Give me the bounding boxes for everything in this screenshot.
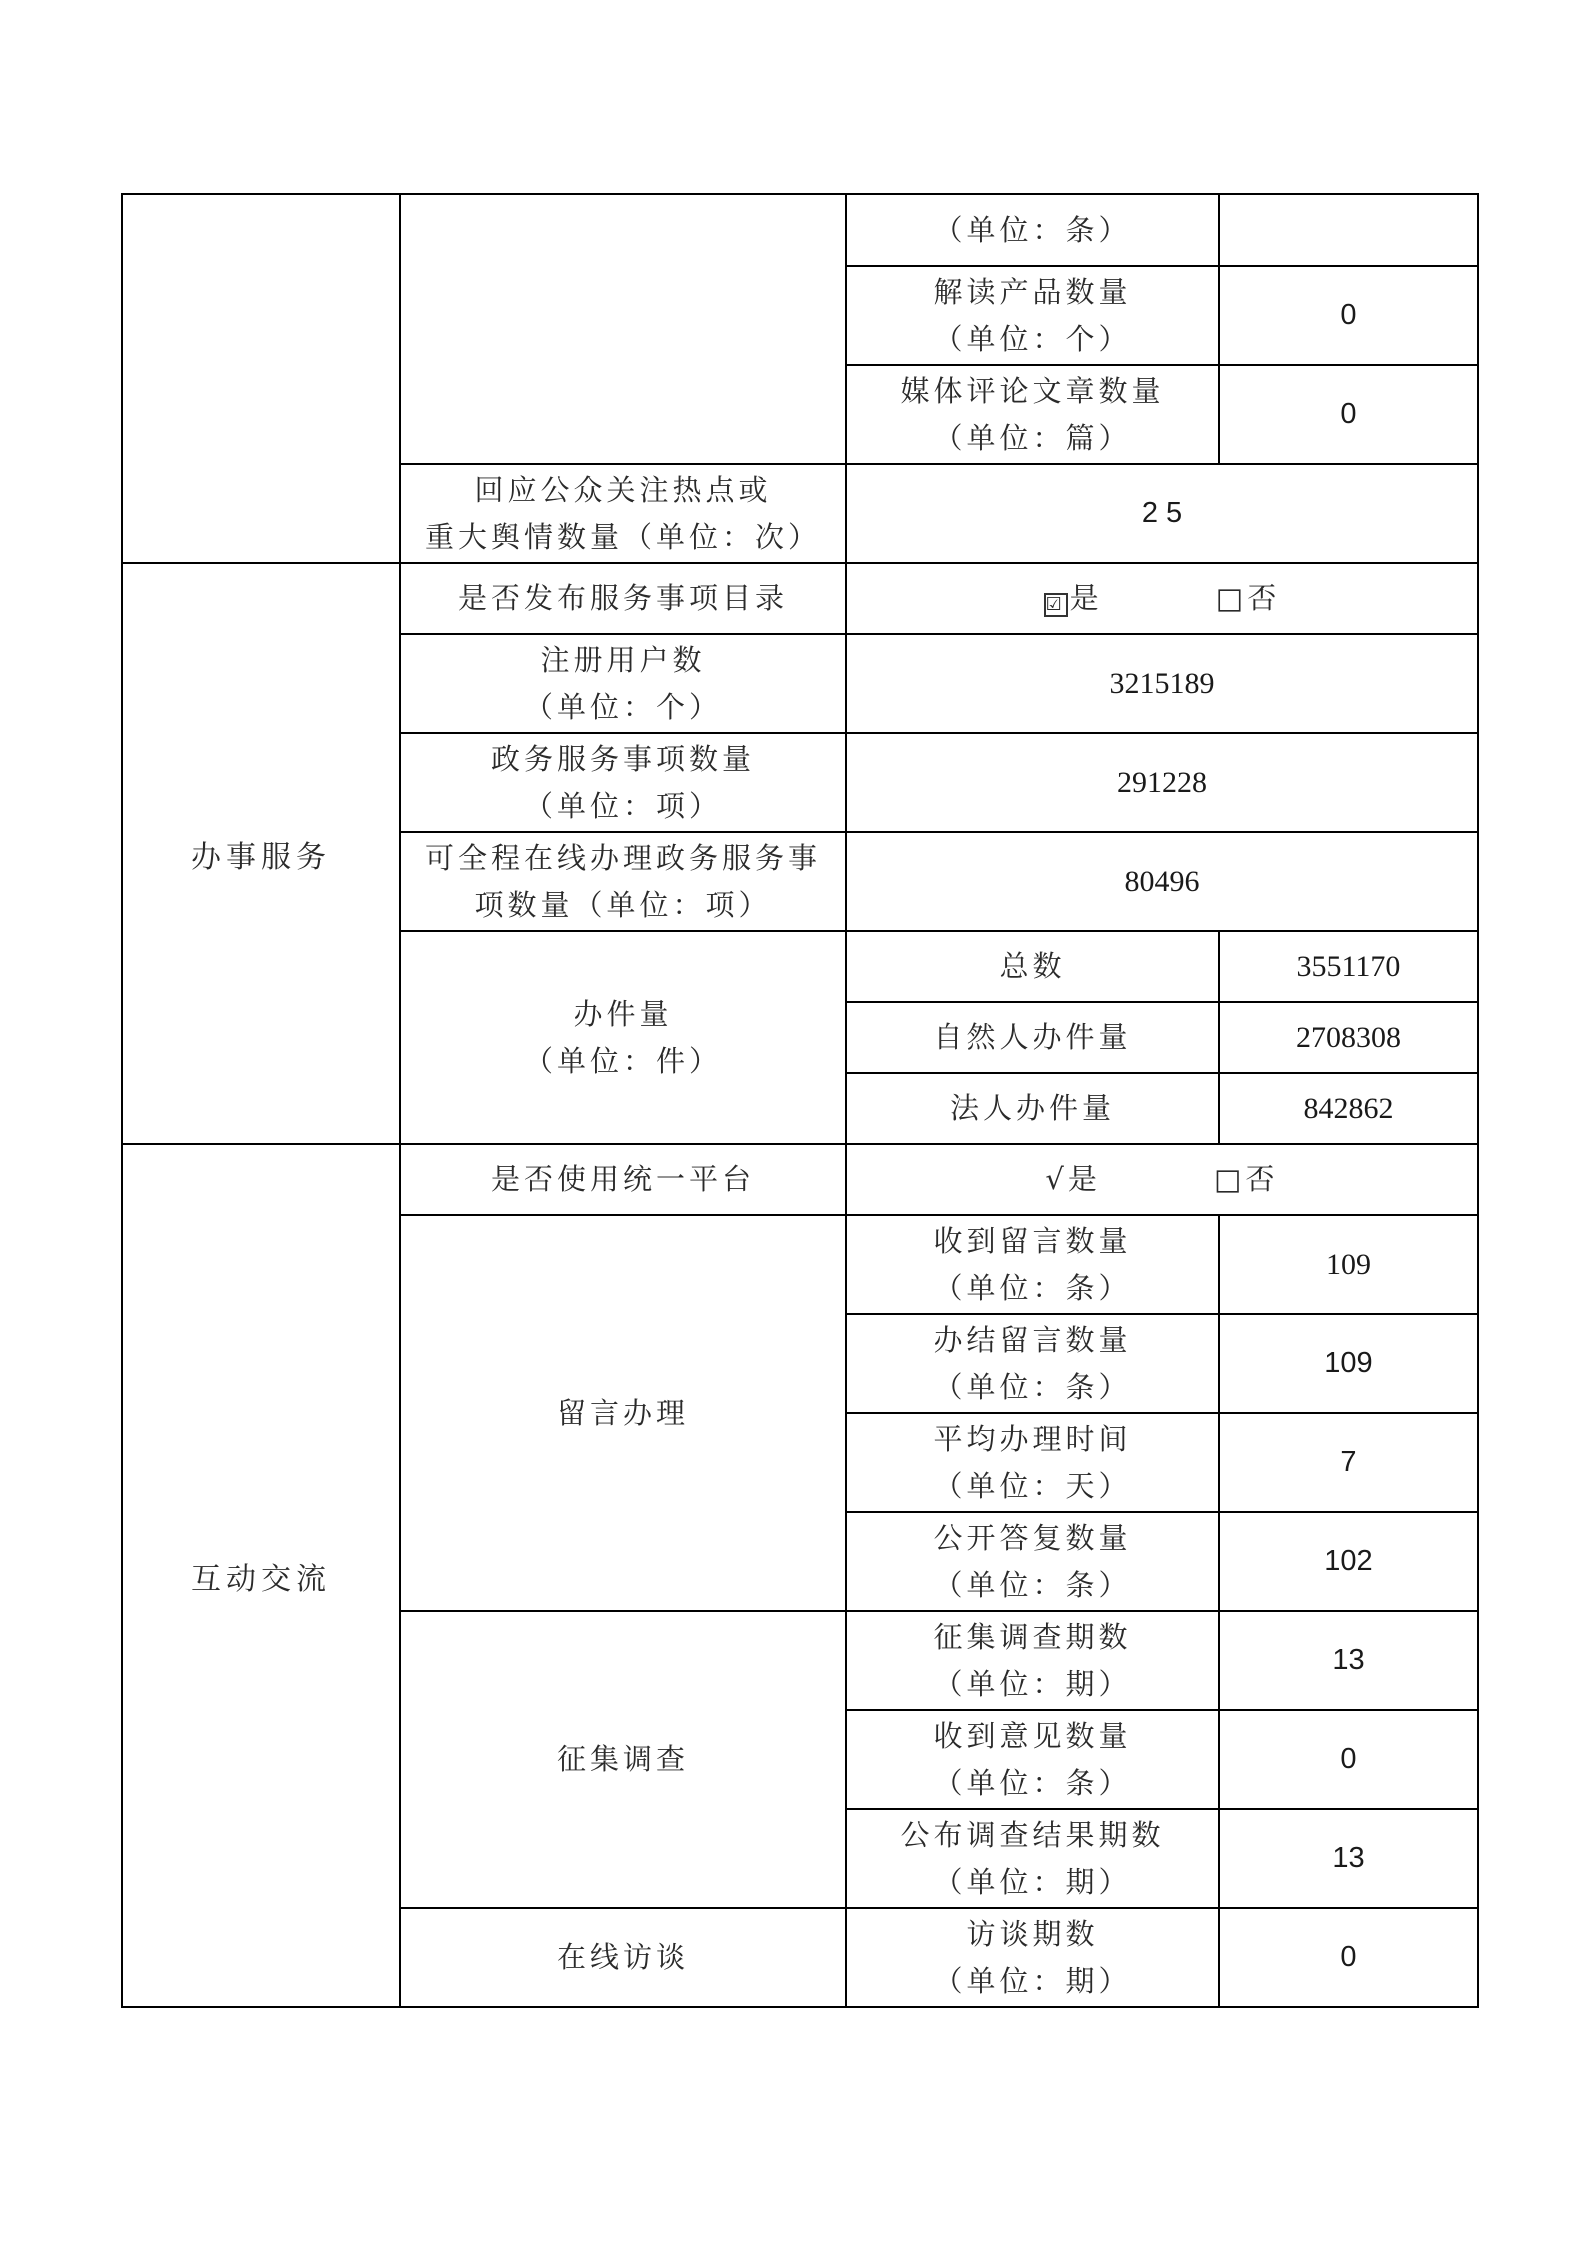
sub-metric-label: 法人办件量	[846, 1073, 1219, 1144]
metric-label: 收到留言数量 （单位：条）	[846, 1215, 1219, 1314]
metric-label: 公布调查结果期数 （单位：期）	[846, 1809, 1219, 1908]
table-row	[122, 563, 1478, 634]
metric-value: 102	[1219, 1512, 1478, 1611]
metric-label-volume: 办件量 （单位：件）	[400, 931, 846, 1144]
option-no[interactable]: □否	[1215, 581, 1281, 615]
metric-value: 80496	[846, 832, 1478, 931]
sub-metric-label: 总数	[846, 931, 1219, 1002]
value-cell-empty	[1219, 194, 1478, 266]
metric-value: 0	[1219, 365, 1478, 464]
metric-value: 291228	[846, 733, 1478, 832]
option-yes[interactable]: √是	[1045, 1162, 1101, 1196]
unit-label: （单位：条）	[846, 194, 1219, 266]
category-interaction: 互动交流	[122, 1144, 400, 2007]
sub-metric-value: 3551170	[1219, 931, 1478, 1002]
metric-label: 媒体评论文章数量 （单位：篇）	[846, 365, 1219, 464]
statistics-table	[121, 193, 1479, 2008]
table-row	[122, 1144, 1478, 1215]
metric-label: 收到意见数量 （单位：条）	[846, 1710, 1219, 1809]
metric-value: 2 5	[846, 464, 1478, 563]
metric-label: 注册用户数 （单位：个）	[400, 634, 846, 733]
metric-label: 办结留言数量 （单位：条）	[846, 1314, 1219, 1413]
table-row	[122, 194, 1478, 266]
check-mark-icon: √	[1045, 1162, 1068, 1196]
category-services: 办事服务	[122, 563, 400, 1144]
metric-label: 公开答复数量 （单位：条）	[846, 1512, 1219, 1611]
option-yes[interactable]: ☑ 是	[1045, 581, 1103, 615]
metric-value: 0	[1219, 1908, 1478, 2007]
yes-no-options	[846, 563, 1478, 634]
metric-value: 109	[1219, 1314, 1478, 1413]
sub-metric-value: 2708308	[1219, 1002, 1478, 1073]
subcategory-cell-continued	[400, 194, 846, 464]
metric-label: 解读产品数量 （单位：个）	[846, 266, 1219, 365]
metric-value: 0	[1219, 266, 1478, 365]
metric-label: 访谈期数 （单位：期）	[846, 1908, 1219, 2007]
unchecked-box-icon: □	[1215, 581, 1248, 615]
metric-label: 回应公众关注热点或 重大舆情数量（单位：次）	[400, 464, 846, 563]
category-cell-continued	[122, 194, 400, 563]
metric-label: 是否发布服务事项目录	[400, 563, 846, 634]
metric-label: 是否使用统一平台	[400, 1144, 846, 1215]
metric-value: 7	[1219, 1413, 1478, 1512]
unchecked-box-icon: □	[1214, 1162, 1246, 1196]
group-label-interview: 在线访谈	[400, 1908, 846, 2007]
yes-no-options	[846, 1144, 1478, 1215]
sub-metric-value: 842862	[1219, 1073, 1478, 1144]
checked-box-icon: ☑	[1045, 594, 1066, 615]
metric-label: 政务服务事项数量 （单位：项）	[400, 733, 846, 832]
metric-value: 13	[1219, 1611, 1478, 1710]
metric-value: 109	[1219, 1215, 1478, 1314]
group-label-messages: 留言办理	[400, 1215, 846, 1611]
group-label-survey: 征集调查	[400, 1611, 846, 1908]
metric-label: 平均办理时间 （单位：天）	[846, 1413, 1219, 1512]
metric-label: 可全程在线办理政务服务事 项数量（单位：项）	[400, 832, 846, 931]
option-no[interactable]: □否	[1214, 1162, 1279, 1196]
metric-value: 3215189	[846, 634, 1478, 733]
metric-value: 0	[1219, 1710, 1478, 1809]
sub-metric-label: 自然人办件量	[846, 1002, 1219, 1073]
metric-label: 征集调查期数 （单位：期）	[846, 1611, 1219, 1710]
metric-value: 13	[1219, 1809, 1478, 1908]
